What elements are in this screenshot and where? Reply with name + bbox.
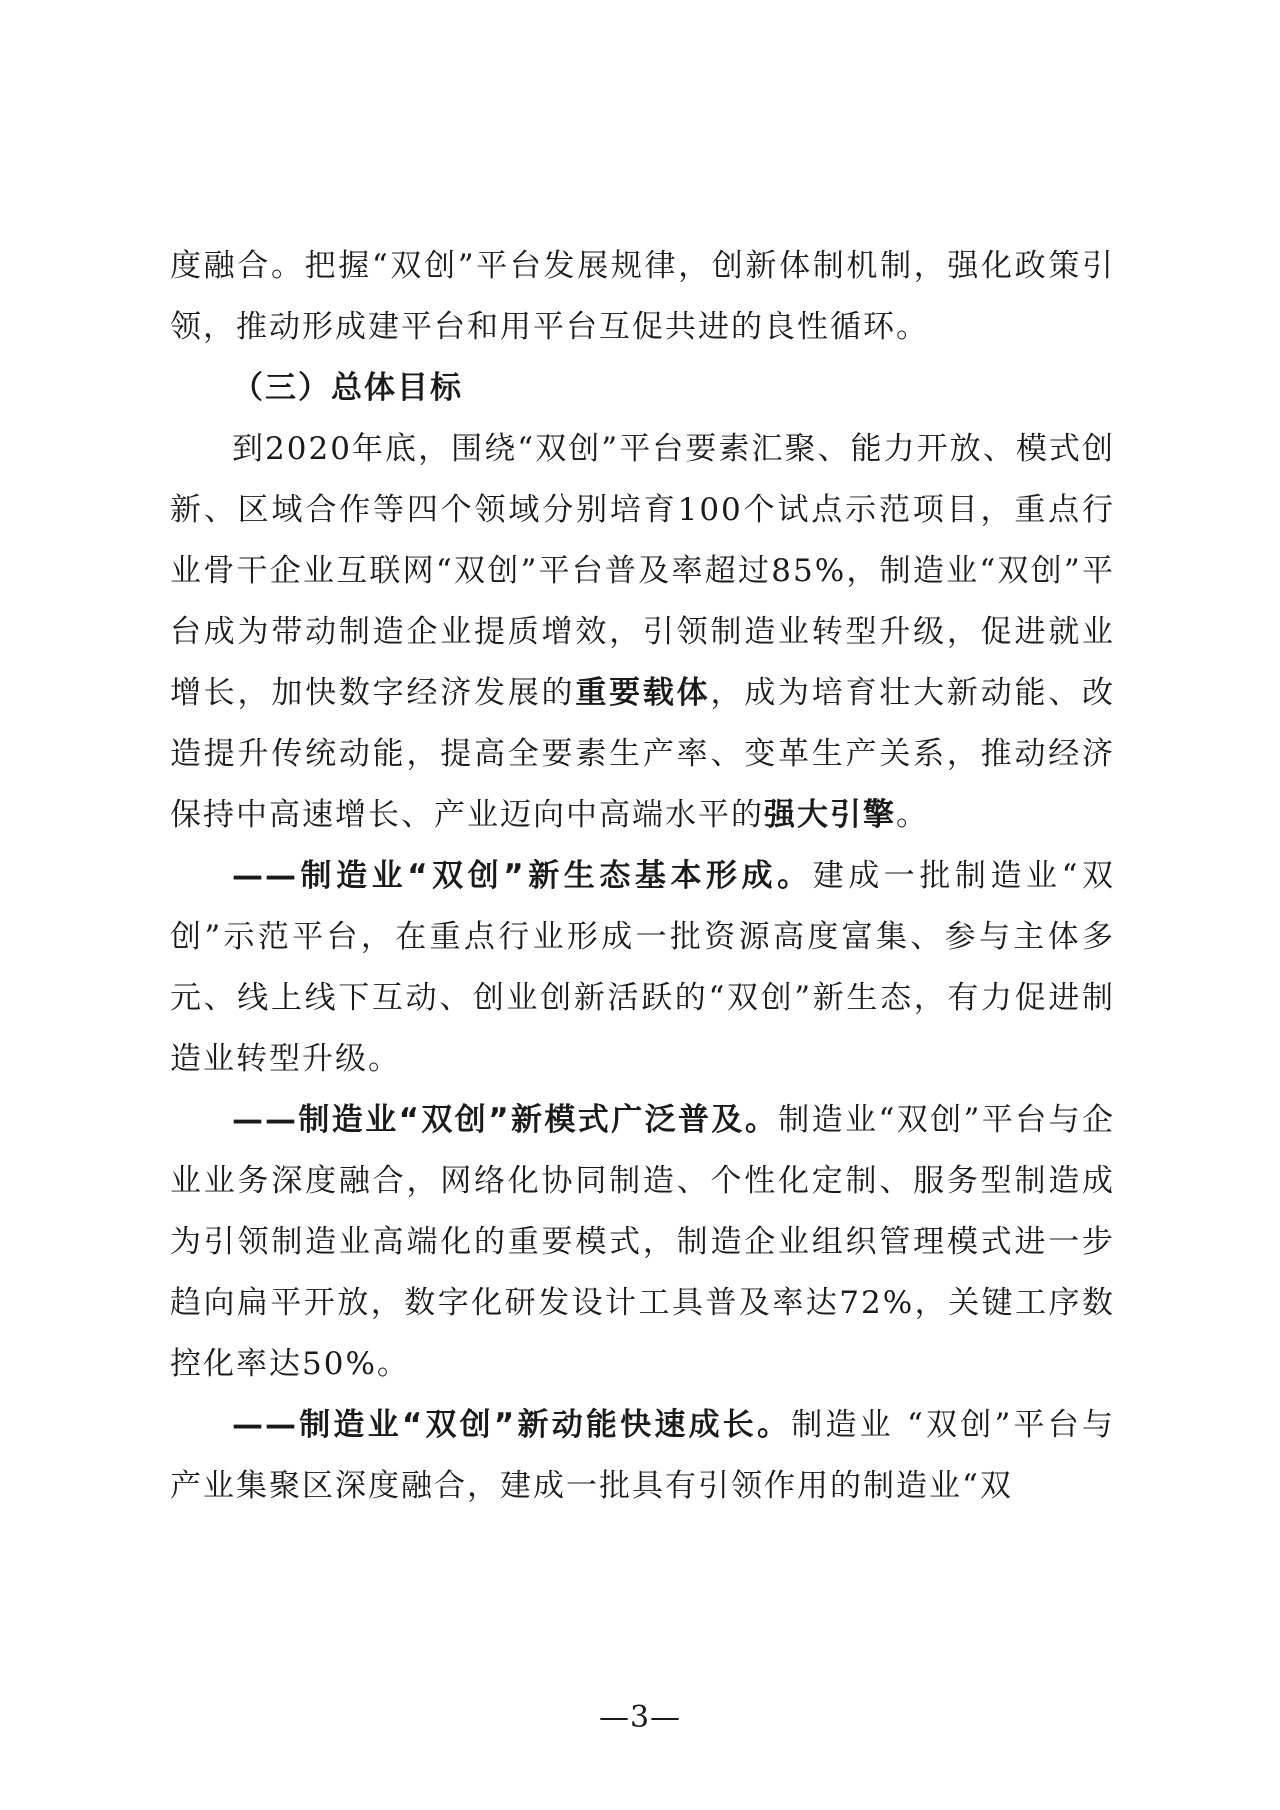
paragraph-5 <box>170 1395 1115 1517</box>
paragraph-3-heading: ——制造业“双创”新生态基本形成。 <box>232 858 813 894</box>
paragraph-4 <box>170 1090 1115 1395</box>
paragraph-2-text-2: ，成为培育壮大新动能、改造提升传统动能，提高全要素生产率、变革生产关系，推动经济保持中高速增长、产业迈向中高端水平的 <box>170 675 1116 833</box>
paragraph-3-text: 建成一批制造业“双创”示范平台，在重点行业形成一批资源高度富集、参与主体多元、线上线下互动、创业创新活跃的“双创”新生态，有力促进制造业转型升级。 <box>170 858 1115 1077</box>
paragraph-2-bold-1: 重要载体 <box>575 675 711 711</box>
paragraph-5-text: 制造业 “双创”平台与产业集聚区深度融合，建成一批具有引领作用的制造业“双 <box>170 1407 1115 1504</box>
paragraph-5-heading: ——制造业“双创”新动能快速成长。 <box>232 1407 792 1443</box>
paragraph-2 <box>170 419 1115 846</box>
paragraph-1 <box>170 236 1115 358</box>
body-text <box>170 236 1115 1517</box>
paragraph-1-text: 度融合。把握“双创”平台发展规律，创新体制机制，强化政策引领，推动形成建平台和用平台互促共进的良性循环。 <box>170 248 1115 345</box>
paragraph-4-text: 制造业“双创”平台与企业业务深度融合，网络化协同制造、个性化定制、服务型制造成为引领制造业高端化的重要模式，制造企业组织管理模式进一步趋向扁平开放，数字化研发设计工具普及率达72%，关键工序数控化率达50%。 <box>170 1102 1116 1382</box>
paragraph-2-bold-2: 强大引擎 <box>764 797 896 833</box>
paragraph-4-heading: ——制造业“双创”新模式广泛普及。 <box>232 1102 779 1138</box>
page-number: —3— <box>598 1700 682 1735</box>
paragraph-2-text-3: 。 <box>896 797 929 833</box>
section-heading: （三）总体目标 <box>232 370 463 406</box>
paragraph-3 <box>170 846 1115 1090</box>
paragraph-2-text-1: 到2020年底，围绕“双创”平台要素汇聚、能力开放、模式创新、区域合作等四个领域分别培育100个试点示范项目，重点行业骨干企业互联网“双创”平台普及率超过85%，制造业“双创”平台成为带动制造企业提质增效，引领制造业转型升级，促进就业增长，加快数字经济发展的 <box>170 431 1115 711</box>
